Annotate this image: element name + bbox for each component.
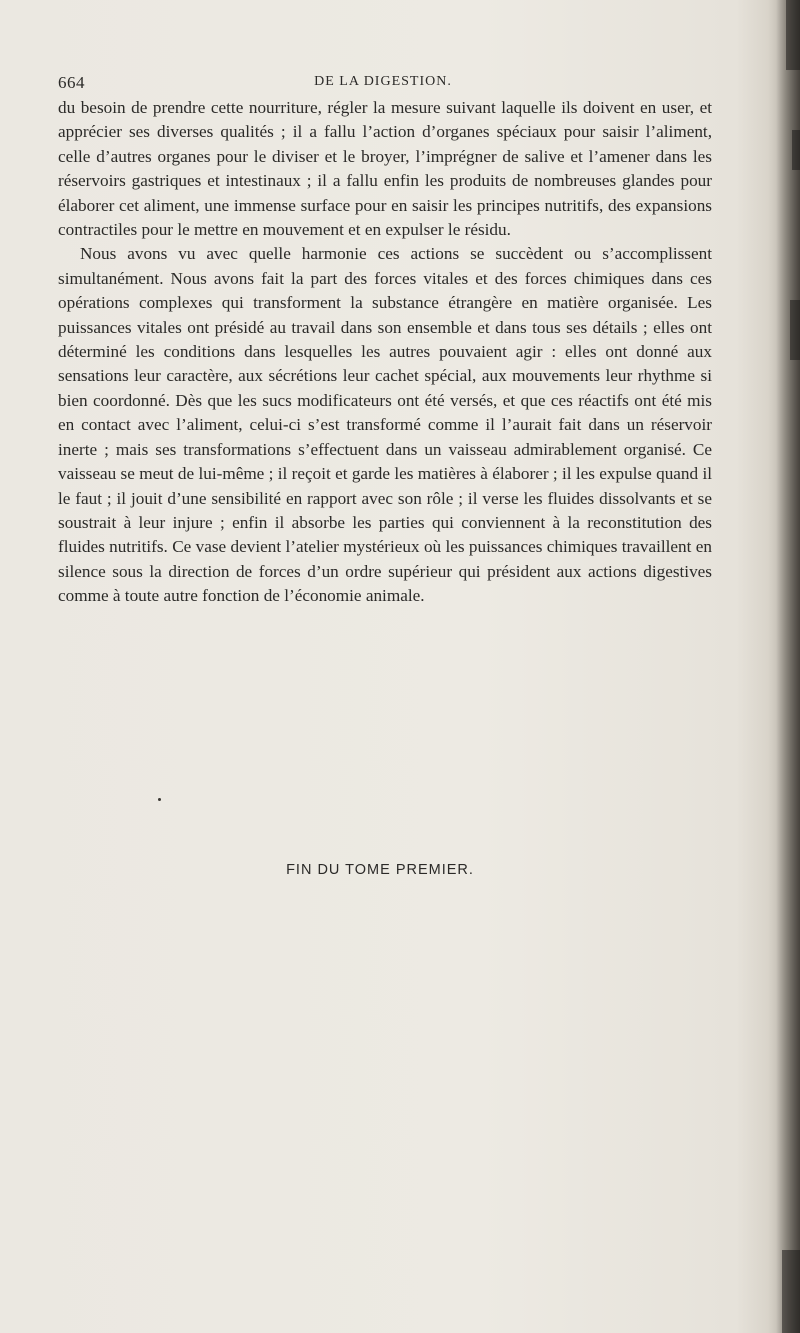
- page-number: 664: [58, 73, 85, 92]
- colophon: FIN DU TOME PREMIER.: [286, 862, 474, 878]
- ink-speck: [158, 798, 161, 801]
- edge-stain: [782, 1250, 800, 1333]
- edge-stain: [792, 130, 800, 170]
- paragraph: du besoin de prendre cette nourriture, régler la mesure suivant laquelle ils doivent en user, et apprécier ses diverses qualités ; il a fallu l’action d’organes spéciaux pour saisir l’aliment, celle d’autres organes pour le diviser et le broyer, l’imprégner de salive et l’amener dans les réservoirs gastriques et intestinaux ; il a fallu enfin les produits de nombreuses glandes pour élaborer cet aliment, une immense surface pour en saisir les principes nutritifs, des expansions contractiles pour le mettre en mouvement et en expulser le résidu.: [58, 98, 712, 240]
- paragraph: Nous avons vu avec quelle harmonie ces actions se succèdent ou s’accomplissent simultanément. Nous avons fait la part des forces vitales et des forces chimiques dans ces opérations complexes qui transforment la substance étrangère en matière organisée. Les puissances vitales ont présidé au travail dans son ensemble et dans tous ses détails ; elles ont déterminé les conditions dans lesquelles les autres pouvaient agir : elles ont donné aux sensations leur caractère, aux sécrétions leur cachet spécial, aux mouvements leur rhythme si bien coordonné. Dès que les sucs modificateurs ont été versés, et que ces réactifs ont été mis en contact avec l’aliment, celui-ci s’est transformé comme il l’aurait fait dans un réservoir inerte ; mais ses transformations s’effectuent dans un vaisseau admirablement organisé. Ce vaisseau se meut de lui-même ; il reçoit et garde les matières à élaborer ; il les expulse quand il le faut ; il jouit d’une sensibilité en rapport avec son rôle ; il verse les fluides dissolvants et se soustrait à leur injure ; enfin il absorbe les parties qui conviennent à la reconstitution des fluides nutritifs. Ce vase devient l’atelier mystérieux où les puissances chimiques travaillent en silence sous la direction de forces d’un ordre supérieur qui président aux actions digestives comme à toute autre fonction de l’économie animale.: [58, 244, 712, 606]
- page-edge-shadow: [776, 0, 800, 1333]
- edge-stain: [786, 0, 800, 70]
- edge-stain: [790, 300, 800, 360]
- page-header: [58, 73, 708, 95]
- running-head: DE LA DIGESTION.: [314, 74, 452, 89]
- body-text: [58, 96, 712, 609]
